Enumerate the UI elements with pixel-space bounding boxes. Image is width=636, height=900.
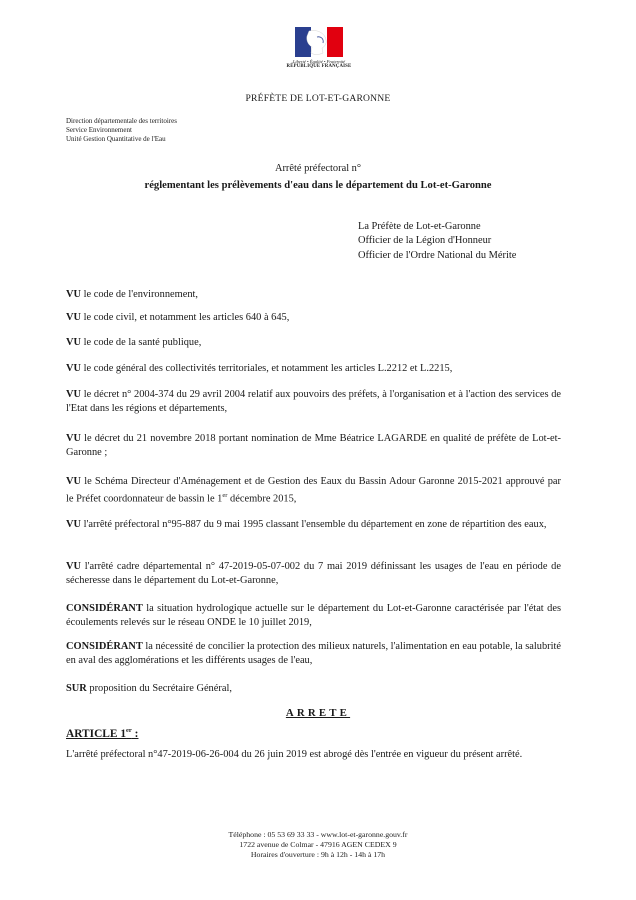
service-line: Unité Gestion Quantitative de l'Eau xyxy=(66,135,166,144)
visa-paragraph: VU le code général des collectivités territoriales, et notamment les articles L.2212 et L.2215, xyxy=(66,363,453,374)
article-text: L'arrêté préfectoral n°47-2019-06-26-004 du 26 juin 2019 est abrogé dès l'entrée en vigueur du présent arrêté. xyxy=(66,749,523,760)
marianne-flag-icon xyxy=(295,27,343,57)
signatory-line: Officier de la Légion d'Honneur xyxy=(358,235,492,247)
decree-title: Arrêté préfectoral n° xyxy=(274,163,362,174)
visa-paragraph: VU l'arrêté cadre départemental n° 47-2019-05-07-002 du 7 mai 2019 définissant les usages de l'eau en période de sécheresse dans le département du Lot-et-Garonne, xyxy=(66,561,561,586)
signatory-line: Officier de l'Ordre National du Mérite xyxy=(358,249,517,261)
footer-line: Horaires d'ouverture : 9h à 12h - 14h à 17h xyxy=(250,850,386,860)
visa-paragraph: VU l'arrêté préfectoral n°95-887 du 9 mai 1995 classant l'ensemble du département en zone de répartition des eaux, xyxy=(66,519,547,530)
visa-paragraph: VU le décret n° 2004-374 du 29 avril 2004 relatif aux pouvoirs des préfets, à l'organisation et à l'action des services de l'Etat dans les régions et départements, xyxy=(66,389,561,414)
proposal-paragraph: SUR proposition du Secrétaire Général, xyxy=(66,683,232,694)
signatory-line: La Préfète de Lot-et-Garonne xyxy=(358,221,481,232)
footer-contact xyxy=(0,830,636,861)
footer-line: Téléphone : 05 53 69 33 33 - www.lot-et-garonne.gouv.fr xyxy=(228,830,408,839)
service-block xyxy=(66,117,177,145)
visa-paragraph: VU le Schéma Directeur d'Aménagement et de Gestion des Eaux du Bassin Adour Garonne 2015-2021 approuvé par le Préfet coordonnateur de bassin le 1er décembre 2015, xyxy=(66,476,561,505)
marianne-logo xyxy=(278,27,360,69)
visa-paragraph: VU le code civil, et notamment les articles 640 à 645, xyxy=(66,312,290,323)
republic-motto: Liberté • Égalité • Fraternité xyxy=(292,59,346,64)
visa-paragraph: VU le code de l'environnement, xyxy=(66,289,199,300)
considerant-paragraph: CONSIDÉRANT la nécessité de concilier la protection des milieux naturels, l'alimentation en eau potable, la salubrité en aval des agglomérations et les différents usages de l'eau, xyxy=(66,641,562,666)
arrete-heading: ARRETE xyxy=(285,707,351,719)
service-line: Direction départementale des territoires xyxy=(66,117,177,125)
article-heading: ARTICLE 1er : xyxy=(66,727,139,740)
footer-line: 1722 avenue de Colmar - 47916 AGEN CEDEX 9 xyxy=(239,840,397,850)
service-line: Service Environnement xyxy=(66,126,132,135)
issuer-heading: PRÉFÈTE DE LOT-ET-GARONNE xyxy=(245,93,391,104)
visa-paragraph: VU le décret du 21 novembre 2018 portant nomination de Mme Béatrice LAGARDE en qualité de préfète de Lot-et-Garonne ; xyxy=(66,433,561,458)
considerant-paragraph: CONSIDÉRANT la situation hydrologique actuelle sur le département du Lot-et-Garonne caractérisée par l'état des écoulements relevés sur le réseau ONDE le 10 juillet 2019, xyxy=(66,603,561,628)
decree-subtitle: réglementant les prélèvements d'eau dans le département du Lot-et-Garonne xyxy=(144,180,492,191)
republic-name: RÉPUBLIQUE FRANÇAISE xyxy=(286,64,352,69)
visa-paragraph: VU le code de la santé publique, xyxy=(66,337,202,348)
signatory-block xyxy=(358,220,516,263)
